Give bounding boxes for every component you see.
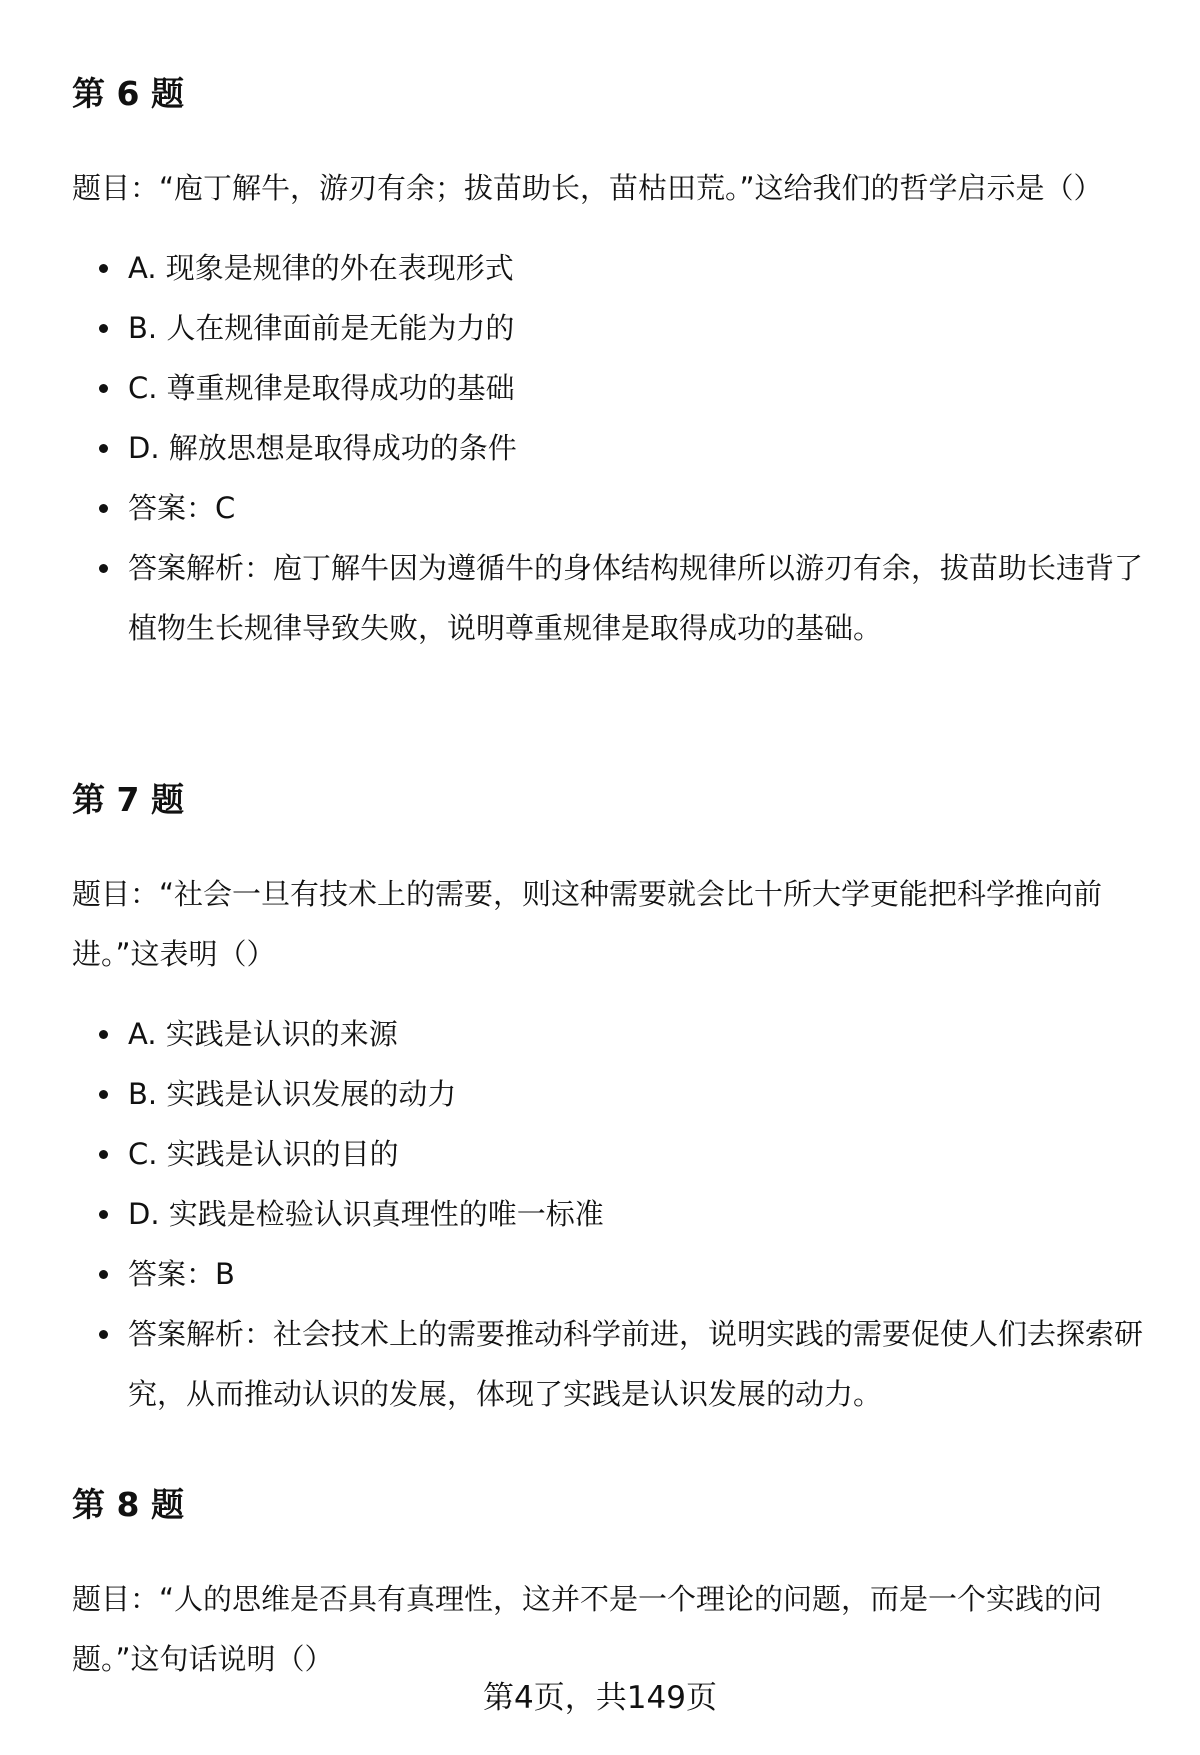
option-a: A. 实践是认识的来源 bbox=[72, 1004, 1147, 1064]
answer-explanation: 答案解析：社会技术上的需要推动科学前进，说明实践的需要促使人们去探索研究，从而推动认识的发展，体现了实践是认识发展的动力。 bbox=[72, 1304, 1147, 1424]
option-b: B. 实践是认识发展的动力 bbox=[72, 1064, 1147, 1124]
question-stem: 题目：“人的思维是否具有真理性，这并不是一个理论的问题，而是一个实践的问题。”这句话说明（） bbox=[72, 1581, 1103, 1676]
question-title: 第 7 题 bbox=[72, 780, 184, 819]
answer-explanation: 答案解析：庖丁解牛因为遵循牛的身体结构规律所以游刃有余，拔苗助长违背了植物生长规律导致失败，说明尊重规律是取得成功的基础。 bbox=[72, 538, 1147, 658]
option-a: A. 现象是规律的外在表现形式 bbox=[72, 238, 1147, 298]
option-d: D. 实践是检验认识真理性的唯一标准 bbox=[72, 1184, 1147, 1244]
option-c: C. 实践是认识的目的 bbox=[72, 1124, 1147, 1184]
option-list bbox=[72, 1004, 1147, 1424]
question-stem: 题目：“庖丁解牛，游刃有余；拔苗助长，苗枯田荒。”这给我们的哲学启示是（） bbox=[72, 170, 1103, 205]
option-list bbox=[72, 238, 1147, 658]
option-d: D. 解放思想是取得成功的条件 bbox=[72, 418, 1147, 478]
page-number: 第4页，共149页 bbox=[483, 1680, 717, 1716]
question-title: 第 8 题 bbox=[72, 1485, 184, 1524]
question-8 bbox=[72, 1485, 1147, 1689]
option-c: C. 尊重规律是取得成功的基础 bbox=[72, 358, 1147, 418]
question-stem: 题目：“社会一旦有技术上的需要，则这种需要就会比十所大学更能把科学推向前进。”这表明（） bbox=[72, 876, 1103, 971]
answer-line: 答案：C bbox=[72, 478, 1147, 538]
option-b: B. 人在规律面前是无能为力的 bbox=[72, 298, 1147, 358]
question-7 bbox=[72, 780, 1147, 1424]
question-6 bbox=[72, 74, 1147, 658]
answer-line: 答案：B bbox=[72, 1244, 1147, 1304]
question-title: 第 6 题 bbox=[72, 74, 184, 113]
